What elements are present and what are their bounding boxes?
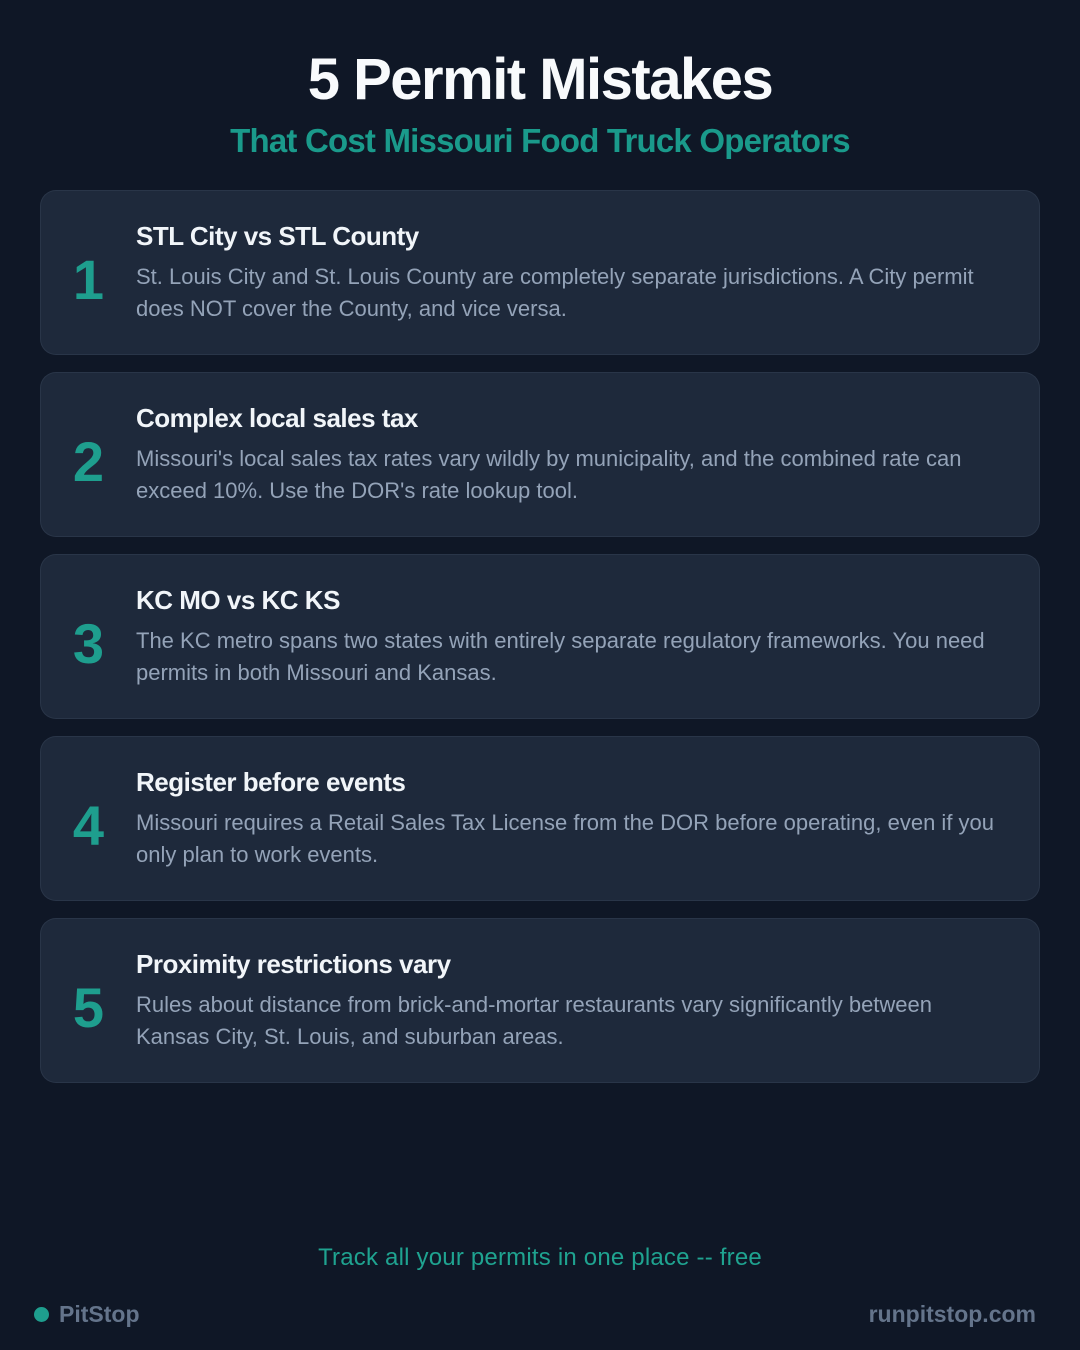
mistakes-list [40,190,1040,1083]
mistake-heading: Proximity restrictions vary [136,948,451,979]
mistake-heading: KC MO vs KC KS [136,584,340,615]
mistake-body: Rules about distance from brick-and-mortar restaurants vary significantly between Kansas City, St. Louis, and suburban areas. [136,992,933,1049]
mistake-number: 3 [72,611,105,675]
page-header [0,0,1080,160]
cta-text: Track all your permits in one place -- free [318,1244,762,1271]
page-footer [34,1301,1036,1328]
mistake-body: The KC metro spans two states with entirely separate regulatory frameworks. You need permits in both Missouri and Kansas. [136,628,985,685]
mistake-number: 2 [72,429,105,493]
mistake-card-1 [40,190,1040,355]
mistake-content [136,949,1039,1053]
mistake-number: 5 [72,975,105,1039]
mistake-body: St. Louis City and St. Louis County are completely separate jurisdictions. A City permit does NOT cover the County, and vice versa. [136,264,974,321]
mistake-body: Missouri requires a Retail Sales Tax License from the DOR before operating, even if you only plan to work events. [136,810,995,867]
mistake-heading: Complex local sales tax [136,402,418,433]
mistake-card-3 [40,554,1040,719]
mistake-content [136,221,1039,325]
brand [34,1301,140,1328]
page-title: 5 Permit Mistakes [307,47,773,112]
mistake-body: Missouri's local sales tax rates vary wildly by municipality, and the combined rate can exceed 10%. Use the DOR's rate lookup tool. [136,446,962,503]
mistake-content [136,403,1039,507]
mistake-heading: STL City vs STL County [136,220,419,251]
website-url: runpitstop.com [868,1301,1036,1327]
mistake-card-4 [40,736,1040,901]
mistake-number: 4 [72,793,105,857]
mistake-content [136,585,1039,689]
mistake-content [136,767,1039,871]
mistake-card-2 [40,372,1040,537]
brand-name: PitStop [59,1301,140,1327]
mistake-heading: Register before events [136,766,406,797]
mistake-number: 1 [72,247,105,311]
mistake-card-5 [40,918,1040,1083]
page-subtitle: That Cost Missouri Food Truck Operators [230,121,850,159]
brand-dot-icon [34,1307,49,1322]
